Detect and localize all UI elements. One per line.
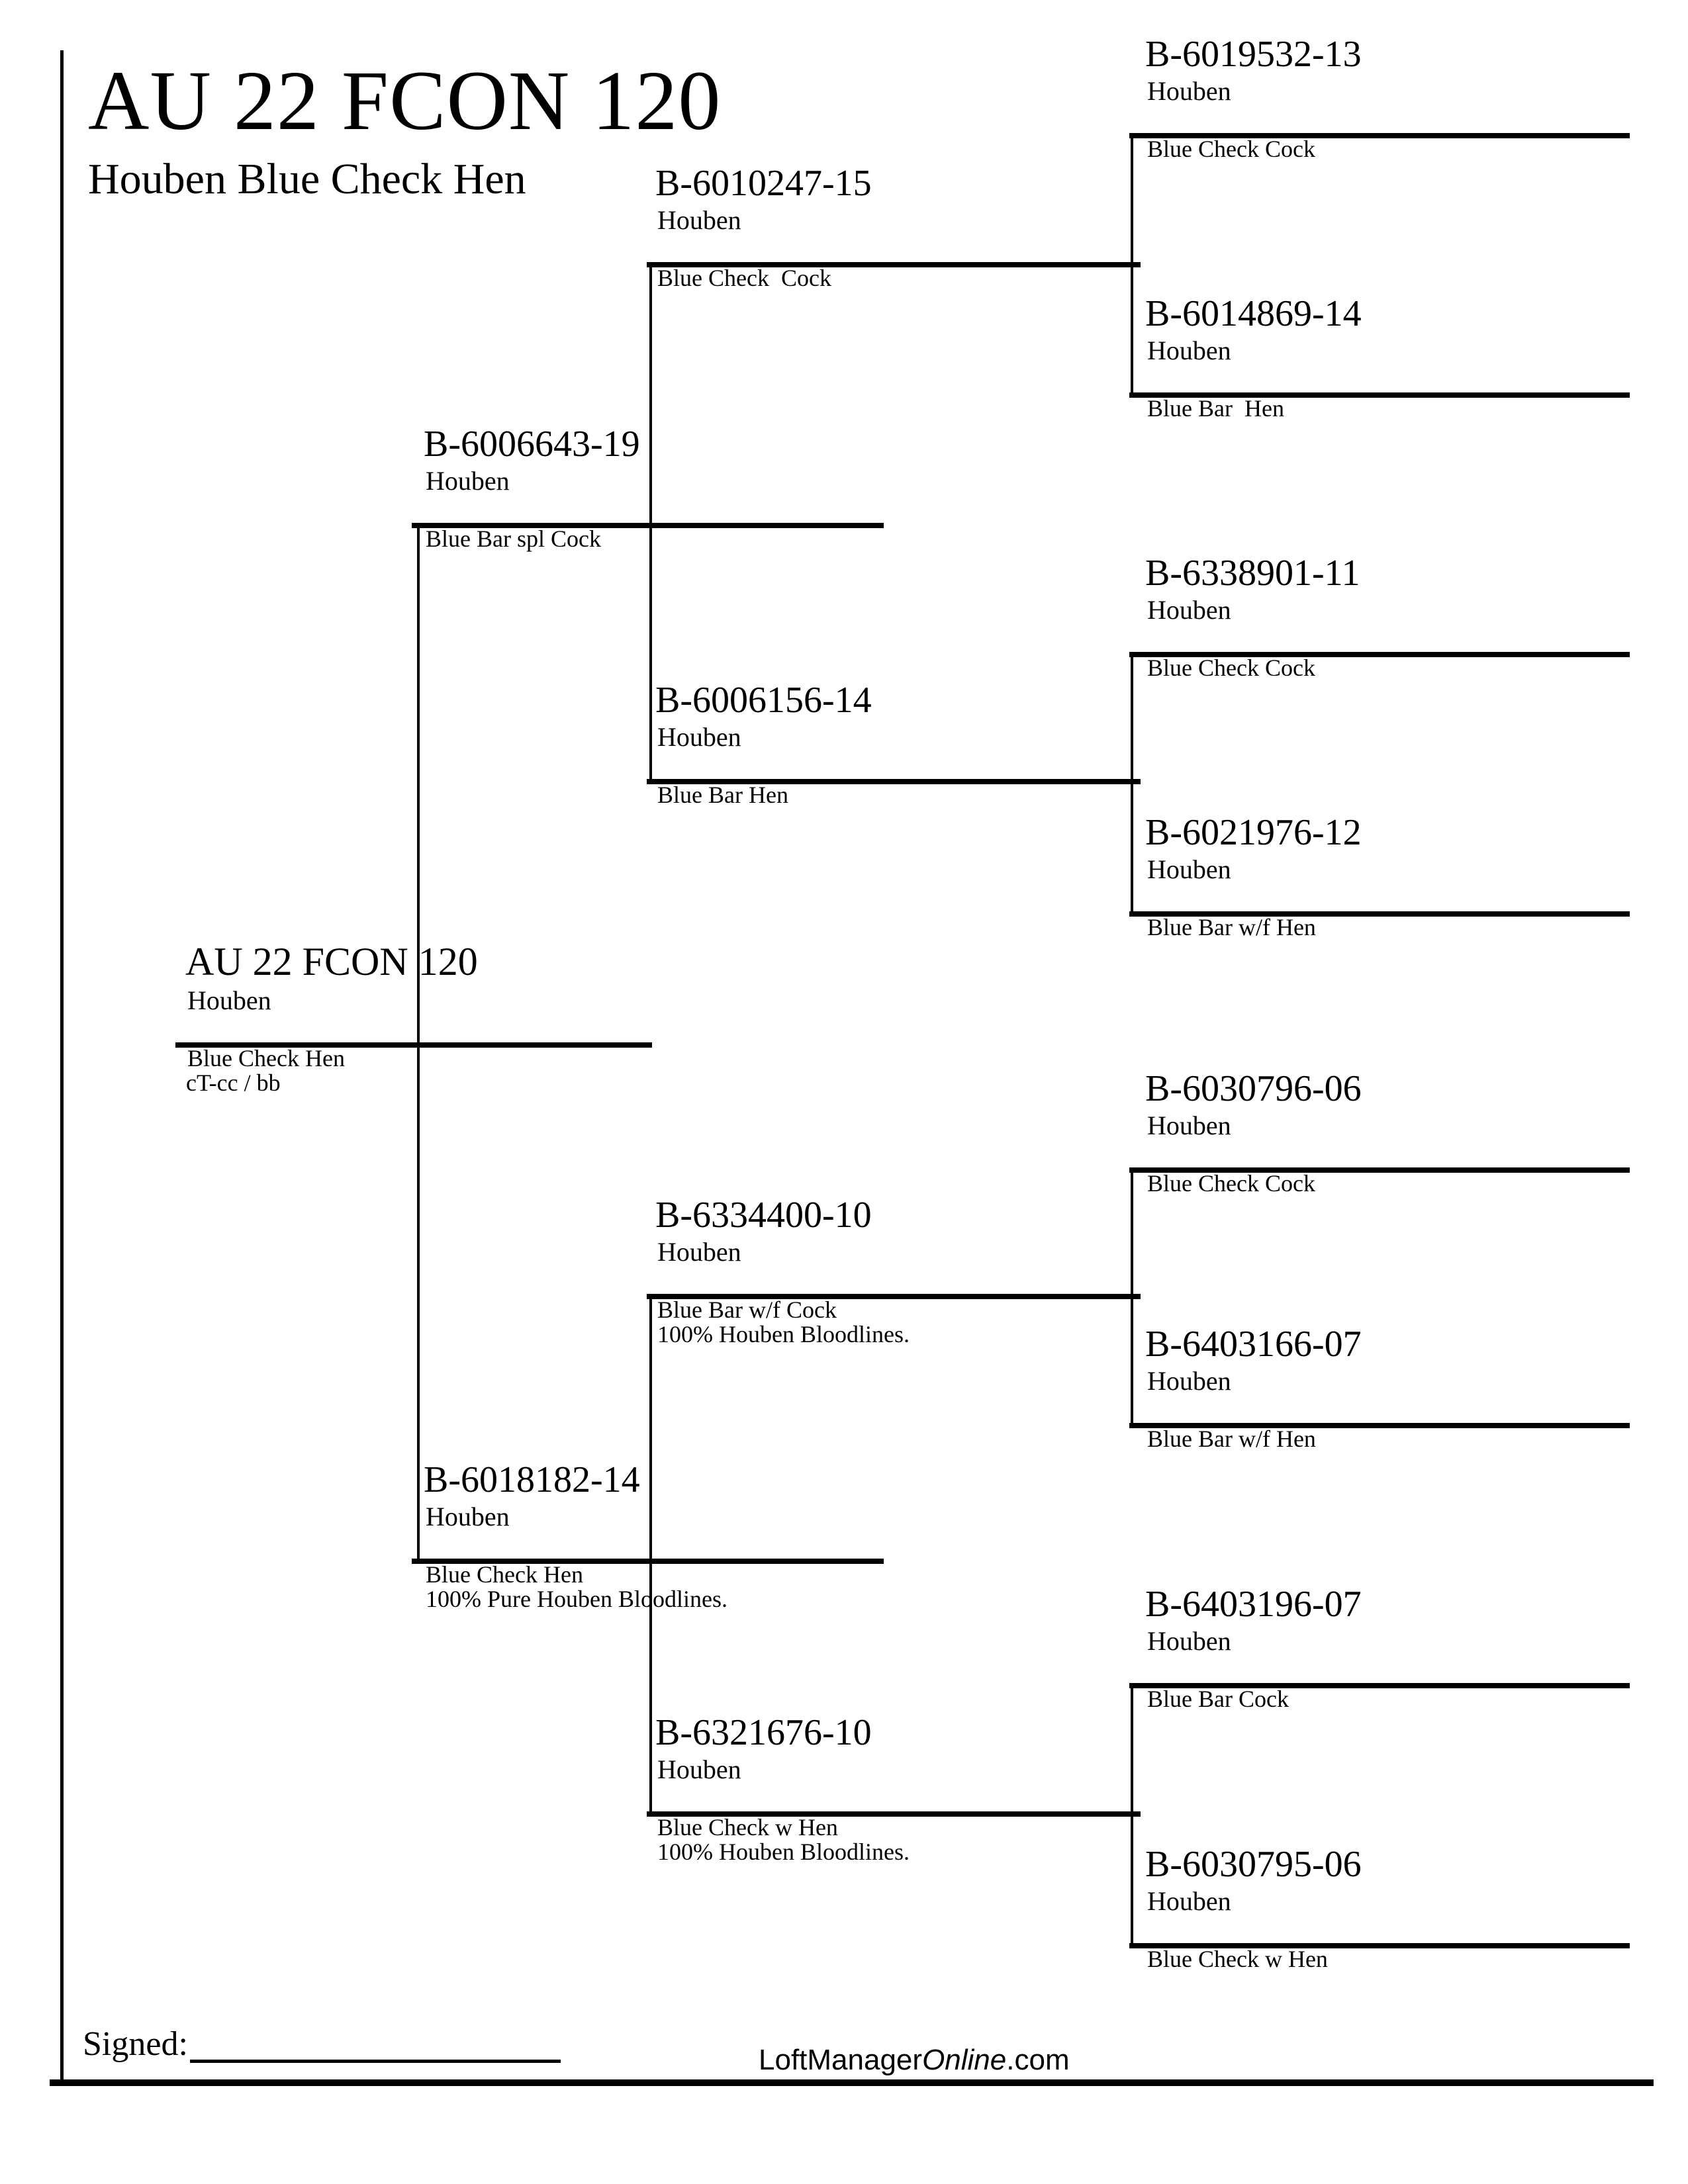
color-desc: Blue Check Cock: [1147, 1170, 1315, 1197]
bloodline-note: 100% Houben Bloodlines.: [657, 1839, 910, 1865]
color-desc: Blue Check Hen: [187, 1045, 345, 1071]
genetics-note: cT-cc / bb: [186, 1069, 281, 1096]
color-desc: Blue Check Cock: [657, 265, 831, 291]
band-number: B-6006643-19: [424, 424, 640, 465]
strain-name: Houben: [1147, 76, 1231, 106]
band-number: B-6006156-14: [655, 680, 872, 721]
color-desc: Blue Bar Hen: [657, 782, 788, 808]
strain-name: Houben: [426, 466, 510, 496]
strain-name: Houben: [1147, 336, 1231, 365]
strain-name: Houben: [657, 205, 741, 235]
strain-name: Houben: [1147, 1626, 1231, 1656]
band-number: B-6018182-14: [424, 1459, 640, 1500]
band-number: B-6334400-10: [655, 1195, 872, 1236]
connector-gen3-pair2: [649, 1294, 652, 1817]
band-number: AU 22 FCON 120: [185, 940, 478, 983]
page-title: AU 22 FCON 120: [88, 54, 722, 148]
band-number: B-6403166-07: [1145, 1324, 1362, 1365]
band-number: B-6021976-12: [1145, 812, 1362, 853]
band-number: B-6014869-14: [1145, 293, 1362, 334]
bloodline-note: 100% Pure Houben Bloodlines.: [426, 1586, 727, 1612]
strain-name: Houben: [187, 985, 271, 1015]
strain-name: Houben: [1147, 595, 1231, 625]
band-number: B-6321676-10: [655, 1712, 872, 1753]
page-subtitle: Houben Blue Check Hen: [88, 155, 526, 203]
color-desc: Blue Check Cock: [1147, 655, 1315, 681]
band-number: B-6403196-07: [1145, 1584, 1362, 1625]
left-border-line: [60, 50, 64, 2086]
color-desc: Blue Bar w/f Hen: [1147, 914, 1316, 940]
color-desc: Blue Bar w/f Hen: [1147, 1426, 1316, 1452]
color-desc: Blue Bar Hen: [1147, 395, 1284, 422]
bloodline-note: 100% Houben Bloodlines.: [657, 1321, 910, 1347]
color-desc: Blue Bar spl Cock: [426, 525, 601, 552]
band-number: B-6030795-06: [1145, 1844, 1362, 1885]
signed-label: Signed:: [83, 2025, 188, 2063]
band-number: B-6338901-11: [1145, 553, 1360, 594]
brand-dotcom: .com: [1006, 2044, 1070, 2076]
strain-name: Houben: [1147, 1886, 1231, 1916]
color-desc: Blue Bar Cock: [1147, 1686, 1289, 1712]
strain-name: Houben: [657, 1237, 741, 1267]
strain-name: Houben: [1147, 1366, 1231, 1396]
color-desc: Blue Check w Hen: [657, 1814, 838, 1841]
strain-name: Houben: [1147, 1111, 1231, 1140]
color-desc: Blue Check Hen: [426, 1561, 583, 1588]
strain-name: Houben: [426, 1502, 510, 1531]
brand-text: [759, 2046, 1070, 2075]
strain-name: Houben: [1147, 854, 1231, 884]
band-number: B-6010247-15: [655, 163, 872, 204]
color-desc: Blue Check w Hen: [1147, 1946, 1328, 1972]
brand-online: Online: [922, 2044, 1007, 2076]
band-number: B-6019532-13: [1145, 34, 1362, 75]
brand-loftmanager: LoftManager: [759, 2044, 923, 2076]
signature-line: [190, 2060, 561, 2063]
color-desc: Blue Check Cock: [1147, 136, 1315, 162]
band-number: B-6030796-06: [1145, 1068, 1362, 1109]
connector-gen4-pair2: [1131, 652, 1133, 917]
strain-name: Houben: [657, 1754, 741, 1784]
bottom-rule: [50, 2079, 1654, 2086]
strain-name: Houben: [657, 722, 741, 752]
color-desc: Blue Bar w/f Cock: [657, 1297, 837, 1323]
